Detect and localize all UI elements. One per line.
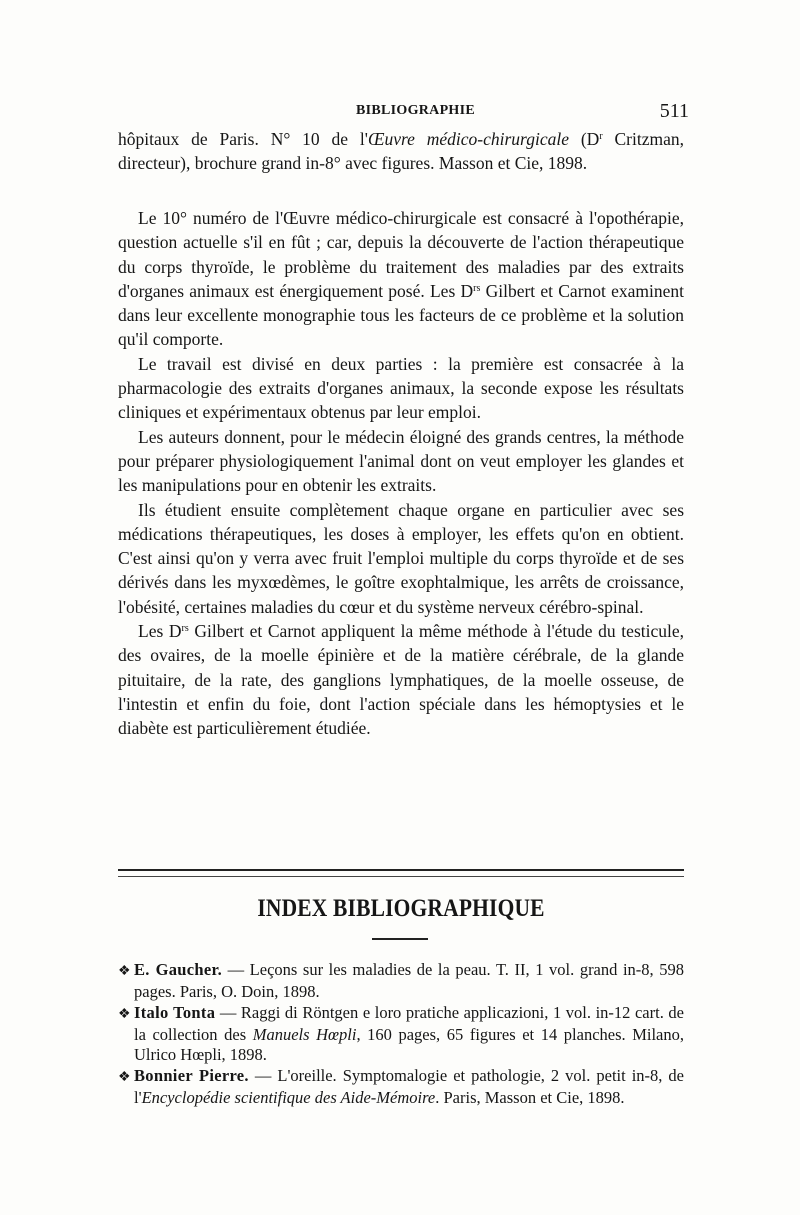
review-p1-sup: rs: [473, 282, 481, 294]
reviewed-work-citation: [118, 127, 684, 176]
citation-editor-post: Critzman, directeur), brochure grand in-8° avec figures. Masson et Cie, 1898.: [118, 129, 685, 174]
page-number: 511: [659, 100, 689, 122]
citation-start: hôpitaux de Paris. N° 10 de l': [118, 129, 368, 149]
citation-text: [118, 127, 684, 176]
index-heading: INDEX BIBLIOGRAPHIQUE: [257, 895, 545, 922]
review-p1-post: Gilbert et Carnot examinent dans leur excellente monographie tous les facteurs de ce problème et la solution qu'il comporte.: [118, 280, 685, 350]
citation-editor-sup: r: [599, 131, 603, 142]
fleuron-bullet-icon: ❖: [118, 1070, 131, 1085]
bib-text: — L'oreille. Symptomalogie et pathologie, 2 vol. petit in-8, de l': [134, 1066, 685, 1107]
bib-italic-title: Manuels Hœpli: [252, 1025, 357, 1044]
bib-author: Italo Tonta: [134, 1003, 216, 1022]
heading-underline: [372, 938, 428, 940]
review-body: [118, 206, 684, 741]
review-paragraph-2: Le travail est divisé en deux parties : la première est consacrée à la pharmacologie des extraits d'organes animaux, la seconde expose les résultats cliniques et expérimentaux obtenus par leur emploi.: [118, 353, 684, 423]
bib-author: E. Gaucher.: [134, 960, 223, 979]
running-title: BIBLIOGRAPHIE: [355, 103, 476, 118]
section-divider: [118, 869, 684, 871]
bib-entry: [118, 1066, 684, 1108]
bib-text: — Leçons sur les maladies de la peau. T. II, 1 vol. grand in-8, 598 pages. Paris, O. Doin, 1898.: [134, 960, 684, 1001]
bib-author: Bonnier Pierre.: [134, 1066, 249, 1085]
bib-text-post: , 160 pages, 65 figures et 14 planches. Milano, Ulrico Hœpli, 1898.: [134, 1025, 685, 1064]
review-paragraph-1: [118, 206, 684, 352]
review-p5-pre: Les D: [138, 621, 182, 642]
bib-italic-title: Encyclopédie scientifique des Aide-Mémoire: [141, 1088, 436, 1107]
bib-entry: [118, 960, 684, 1002]
review-p1-pre: Le 10° numéro de l'Œuvre médico-chirurgicale est consacré à l'opothérapie, question actuelle s'il en fût ; car, depuis la découverte de l'action thérapeutique du corps thyroïde, le problème du traitement des maladies par des extraits d'organes animaux est énergiquement posé. Les D: [118, 208, 684, 301]
bib-entry: [118, 1003, 684, 1065]
review-paragraph-3: Les auteurs donnent, pour le médecin éloigné des grands centres, la méthode pour préparer physiologiquement l'animal dont on veut employer les glandes et les manipulations pour en obtenir les extraits.: [118, 426, 684, 496]
bib-text-post: . Paris, Masson et Cie, 1898.: [435, 1088, 625, 1107]
review-paragraph-5: [118, 619, 684, 740]
fleuron-bullet-icon: ❖: [118, 1007, 131, 1022]
running-header: [118, 100, 689, 124]
citation-editor-pre: (D: [568, 129, 600, 149]
bib-text: — Raggi di Röntgen e loro pratiche applicazioni, 1 vol. in-12 cart. de la collection des: [134, 1003, 684, 1044]
bibliography-list: [118, 960, 684, 1109]
section-divider-thin: [118, 876, 684, 877]
fleuron-bullet-icon: ❖: [118, 964, 131, 979]
series-title: Œuvre médico-chirurgicale: [367, 129, 569, 149]
review-p5-sup: rs: [181, 623, 189, 635]
review-p5-post: Gilbert et Carnot appliquent la même méthode à l'étude du testicule, des ovaires, de la moelle épinière et de la matière cérébrale, de la glande pituitaire, de la rate, des ganglions lymphatiques, de la moelle osseuse, de l'intestin et enfin du foie, dont l'action spéciale dans les hémoptysies et le diabète est particulièrement étudiée.: [118, 621, 684, 739]
review-paragraph-4: Ils étudient ensuite complètement chaque organe en particulier avec ses médications thérapeutiques, les doses à employer, les effets qu'on en obtient. C'est ainsi qu'on y verra avec fruit l'emploi multiple du corps thyroïde et de ses dérivés dans les myxœdèmes, le goître exophtalmique, les arrêts de croissance, l'obésité, certaines maladies du cœur et du système nerveux cérébro-spinal.: [118, 499, 684, 617]
